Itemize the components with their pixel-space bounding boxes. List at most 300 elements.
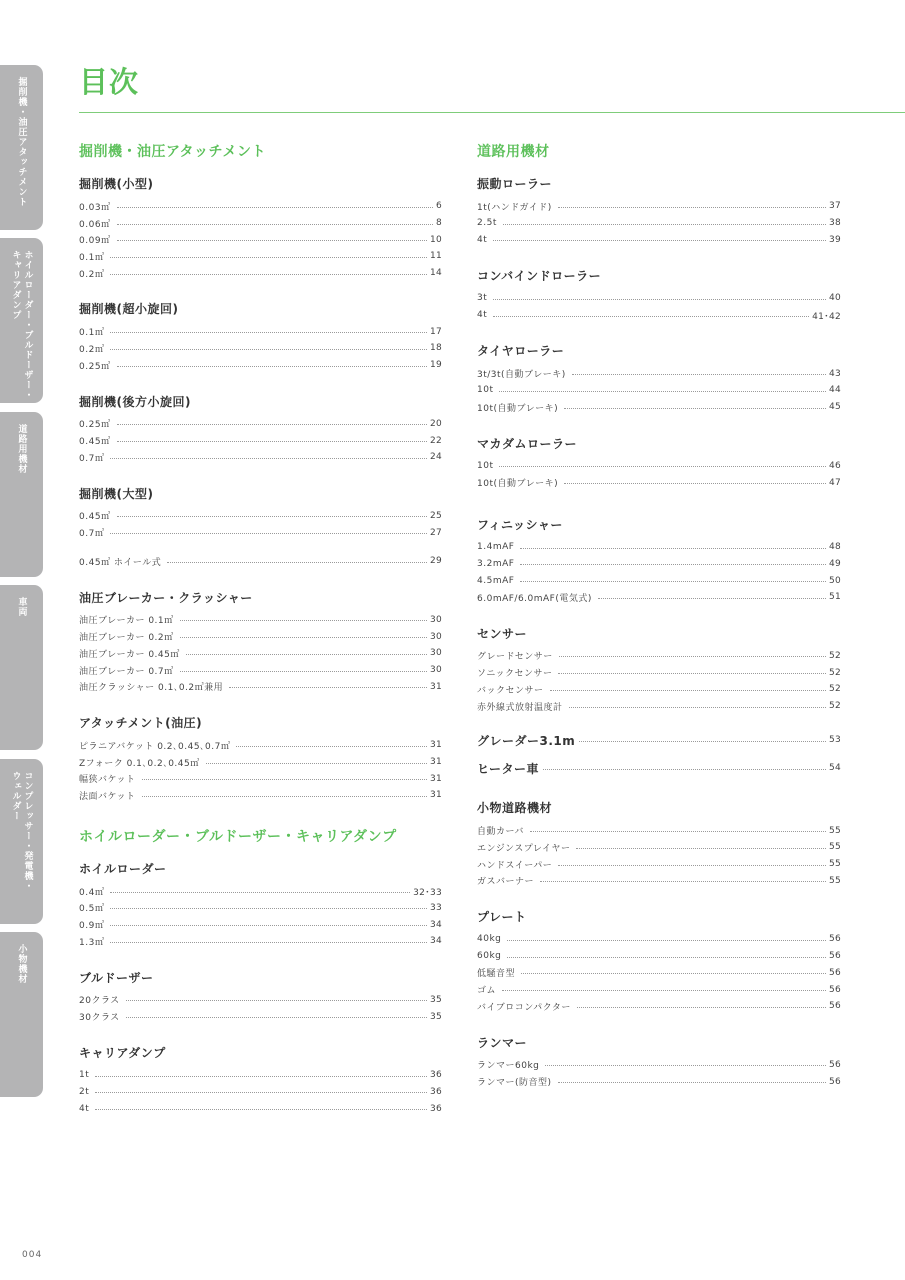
toc-entry[interactable] [477,998,841,1015]
leader-dots [558,865,826,866]
tab-excavator-attachment[interactable] [0,65,43,230]
toc-entry[interactable] [477,215,841,232]
entry-page: 35 [429,1011,442,1022]
group-heading: タイヤローラー [477,344,565,359]
toc-group [477,626,841,715]
leader-dots [569,707,826,708]
toc-group [477,268,841,323]
leader-dots [110,533,427,534]
toc-entry[interactable] [477,231,841,248]
entry-page: 30 [429,614,442,625]
entry-page: 46 [828,460,841,471]
leader-dots [117,441,427,442]
entry-page: 31 [429,681,442,692]
toc-entry[interactable] [477,1073,841,1090]
leader-dots [186,654,427,655]
entry-label: 10t(自動ブレーキ) [477,479,559,490]
toc-entry[interactable] [477,198,841,215]
entry-page: 18 [429,343,442,354]
entry-label: 油圧ブレーカー 0.45㎥ [79,649,180,660]
toc-entry[interactable] [79,992,442,1009]
leader-dots [180,637,427,638]
entry-label: ガスバーナー [477,877,535,888]
toc-entry[interactable] [477,1057,841,1074]
leader-dots [167,562,427,563]
toc-entry[interactable] [477,399,841,416]
leader-dots [236,746,427,747]
group-heading: センサー [477,626,528,641]
toc-group [79,1045,442,1117]
side-index-tabs [0,0,44,1280]
toc-entry[interactable] [477,556,841,573]
leader-dots [110,274,427,275]
entry-page: 33 [429,902,442,913]
toc-entry[interactable] [79,340,442,357]
entry-label: 10t [477,385,494,396]
toc-entry[interactable] [79,553,442,570]
group-heading: 油圧ブレーカー・クラッシャー [79,590,253,605]
leader-dots [117,207,433,208]
toc-entry[interactable] [79,215,442,232]
entry-page: 56 [828,951,841,962]
toc-entry[interactable] [79,1100,442,1117]
entry-page: 56 [828,1059,841,1070]
tab-compressor-generator-welder[interactable] [0,759,43,924]
leader-dots [206,763,427,764]
entry-label: 2t [79,1086,90,1097]
entry-page: 52 [828,684,841,695]
toc-entry[interactable] [79,1067,442,1084]
toc-group [79,715,442,804]
entry-page: 20 [429,418,442,429]
toc-entry[interactable] [79,508,442,525]
toc-entry[interactable] [79,916,442,933]
leader-dots [564,408,826,409]
toc-entry[interactable] [477,698,841,715]
entry-page: 30 [429,665,442,676]
entry-label: 低騒音型 [477,969,516,980]
entry-label: ピラニアバケット 0.2､0.45､0.7㎥ [79,741,231,752]
toc-group [79,394,442,466]
entry-page: 10 [429,234,442,245]
toc-entry[interactable] [79,432,442,449]
leader-dots [180,671,427,672]
entry-label: 0.45㎥ [79,512,111,523]
entry-page: 56 [828,967,841,978]
entry-page: 37 [828,201,841,212]
entry-page: 52 [828,667,841,678]
leader-dots [110,257,427,258]
toc-entry[interactable] [79,645,442,662]
leader-dots [499,466,825,467]
entry-page: 50 [828,575,841,586]
entry-label: 法面バケット [79,791,136,802]
entry-label: 1t(ハンドガイド) [477,202,552,213]
leader-dots [579,741,826,742]
entry-label: グレードセンサー [477,652,553,663]
toc-entry[interactable] [79,628,442,645]
group-heading: プレート [477,910,527,925]
entry-label: 1.3㎥ [79,937,105,948]
leader-dots [558,1082,826,1083]
entry-label: 0.45㎥ [79,437,111,448]
toc-group [477,343,841,415]
toc-entry[interactable] [477,572,841,589]
group-heading: ホイルローダー [79,861,167,876]
entry-label: 3t/3t(自動ブレーキ) [477,370,566,381]
leader-dots [110,892,410,893]
toc-entry[interactable] [79,612,442,629]
leader-dots [558,207,826,208]
toc-left-column [79,143,442,1137]
leader-dots [545,1065,826,1066]
entry-page: 53 [828,735,841,746]
leader-dots [577,1007,826,1008]
entry-page: 34 [429,936,442,947]
tab-road-equipment[interactable] [0,412,43,577]
entry-label: 40kg [477,934,502,945]
entry-page: 29 [429,556,442,567]
entry-label: 3.2mAF [477,558,515,569]
page-title: 目次 [79,65,140,99]
leader-dots [117,224,433,225]
entry-label: ゴム [477,986,497,997]
entry-page: 47 [828,477,841,488]
entry-page: 22 [429,435,442,446]
entry-page: 32･33 [413,887,442,898]
category-title: 掘削機・油圧アタッチメント [79,144,266,160]
entry-label: 0.4㎥ [79,887,105,898]
toc-entry[interactable] [79,787,442,804]
leader-dots [543,769,826,770]
leader-dots [95,1092,427,1093]
toc-group [79,486,442,570]
toc-entry[interactable] [477,539,841,556]
toc-entry[interactable] [79,737,442,754]
toc-entry[interactable] [477,648,841,665]
toc-entry[interactable] [477,382,841,399]
leader-dots [493,316,809,317]
entry-label: 赤外線式放射温度計 [477,702,563,713]
toc-entry-heater-truck[interactable] [477,756,841,780]
entry-label: 0.2㎥ [79,344,105,355]
page-number: 004 [22,1250,43,1260]
toc-group [79,970,442,1025]
category-title: ホイルローダー・ブルドーザー・キャリアダンプ [79,828,397,845]
entry-page: 55 [828,842,841,853]
toc-entry[interactable] [477,307,841,324]
entry-page: 38 [828,218,841,229]
entry-page: 39 [828,234,841,245]
entry-label: エンジンスプレイヤー [477,843,571,854]
leader-dots [110,942,427,943]
leader-dots [550,690,826,691]
entry-page: 31 [429,740,442,751]
toc-group [79,176,442,281]
entry-page: 31 [429,773,442,784]
entry-page: 31 [429,757,442,768]
toc-entry[interactable] [79,1084,442,1101]
leader-dots [502,990,826,991]
leader-dots [95,1076,427,1077]
leader-dots [520,564,826,565]
entry-label: 0.06㎥ [79,219,111,230]
toc-group [79,301,442,373]
group-heading: ランマー [477,1035,528,1050]
entry-label: ソニックセンサー [477,669,553,680]
entry-page: 8 [435,218,442,229]
entry-page: 25 [429,510,442,521]
entry-label: バイブロコンパクター [477,1002,571,1013]
entry-label: 0.7㎥ [79,453,105,464]
leader-dots [229,687,427,688]
toc-entry[interactable] [79,265,442,282]
entry-page: 36 [429,1103,442,1114]
entry-label: 0.25㎥ [79,420,111,431]
toc-group [477,1035,841,1090]
entry-label: 1.4mAF [477,542,515,553]
entry-page: 30 [429,648,442,659]
entry-label: 0.9㎥ [79,921,105,932]
tab-label: 車両 [16,597,27,617]
toc-entry[interactable] [79,900,442,917]
entry-label: 6.0mAF/6.0mAF(電気式) [477,593,592,604]
entry-label: 幅狭バケット [79,775,136,786]
leader-dots [503,224,826,225]
group-heading: 掘削機(超小旋回) [79,302,179,317]
entry-page: 45 [828,402,841,413]
entry-page: 17 [429,326,442,337]
toc-entry[interactable] [79,754,442,771]
toc-entry[interactable] [477,458,841,475]
tab-label: 道路用機材 [16,424,27,474]
entry-label: 油圧クラッシャー 0.1､0.2㎥兼用 [79,683,224,694]
entry-label: 0.1㎥ [79,252,105,263]
leader-dots [110,332,427,333]
leader-dots [117,240,427,241]
toc-entry[interactable] [477,856,841,873]
tab-label: 小物機材 [16,944,27,984]
entry-label: 4t [79,1103,90,1114]
leader-dots [180,620,427,621]
leader-dots [520,548,826,549]
entry-label: 油圧ブレーカー 0.2㎥ [79,633,174,644]
title-divider [79,112,905,113]
toc-entry[interactable] [477,981,841,998]
toc-entry[interactable] [477,965,841,982]
entry-label: 1t [79,1070,90,1081]
entry-page: 27 [429,527,442,538]
toc-group [477,800,841,889]
entry-label: 自動カーバ [477,827,525,838]
toc-entry[interactable] [477,664,841,681]
toc-entry[interactable] [79,1008,442,1025]
entry-label: ランマー60kg [477,1061,540,1072]
toc-entry[interactable] [477,474,841,491]
entry-label: ヒーター車 [477,761,540,776]
entry-page: 49 [828,558,841,569]
leader-dots [520,581,826,582]
group-heading: 小物道路機材 [477,801,553,816]
tab-label: ホイルローダー・ブルドーザー・ キャリアダンプ [10,250,33,400]
leader-dots [142,779,427,780]
toc-entry[interactable] [79,198,442,215]
leader-dots [110,925,427,926]
leader-dots [142,796,427,797]
leader-dots [126,1000,427,1001]
leader-dots [110,458,427,459]
entry-label: グレーダー3.1m [477,733,576,748]
entry-page: 31 [429,790,442,801]
entry-page: 56 [828,1001,841,1012]
group-heading: フィニッシャー [477,517,563,532]
entry-label: 0.09㎥ [79,236,111,247]
entry-label: 3t [477,293,488,304]
toc-entry[interactable] [79,248,442,265]
entry-page: 35 [429,994,442,1005]
entry-label: バックセンサー [477,685,544,696]
leader-dots [95,1109,427,1110]
entry-label: Zフォーク 0.1､0.2､0.45㎥ [79,758,200,769]
leader-dots [507,940,826,941]
entry-label: 30クラス [79,1013,120,1024]
toc-entry[interactable] [477,365,841,382]
entry-page: 51 [828,592,841,603]
leader-dots [540,881,826,882]
group-heading: 掘削機(大型) [79,486,154,501]
toc-entry[interactable] [477,872,841,889]
toc-group [79,590,442,695]
leader-dots [507,957,826,958]
entry-page: 11 [429,251,442,262]
leader-dots [564,483,826,484]
entry-label: 10t(自動ブレーキ) [477,403,559,414]
group-heading: コンバインドローラー [477,269,602,284]
toc-entry[interactable] [79,662,442,679]
toc-entry-grader[interactable] [477,728,841,752]
entry-label: 60kg [477,951,502,962]
toc-entry[interactable] [79,449,442,466]
toc-group [477,176,841,248]
leader-dots [493,299,826,300]
toc-entry[interactable] [477,839,841,856]
entry-page: 55 [828,875,841,886]
entry-label: 0.5㎥ [79,904,105,915]
leader-dots [110,349,427,350]
group-heading: 掘削機(小型) [79,177,154,191]
toc-entry[interactable] [477,290,841,307]
toc-entry[interactable] [79,323,442,340]
toc-group [477,517,841,606]
entry-page: 56 [828,934,841,945]
entry-label: 0.45㎥ ホイール式 [79,557,162,568]
toc-entry[interactable] [79,416,442,433]
toc-entry[interactable] [477,822,841,839]
leader-dots [117,424,427,425]
entry-label: 2.5t [477,218,497,229]
entry-page: 56 [828,984,841,995]
group-heading: ブルドーザー [79,970,154,985]
toc-entry[interactable] [477,948,841,965]
toc-right-column [477,143,841,1110]
toc-group [79,861,442,950]
leader-dots [558,673,825,674]
group-heading: 振動ローラー [477,177,553,191]
entry-page: 24 [429,452,442,463]
group-heading: キャリアダンプ [79,1045,166,1060]
entry-page: 34 [429,919,442,930]
toc-entry[interactable] [79,770,442,787]
entry-page: 54 [828,763,841,774]
entry-label: 4t [477,234,488,245]
entry-label: 0.03㎥ [79,202,111,213]
entry-label: 油圧ブレーカー 0.7㎥ [79,666,174,677]
tab-small-equipment[interactable] [0,932,43,1097]
tab-label: 掘削機・油圧アタッチメント [16,77,27,207]
tab-vehicles[interactable] [0,585,43,750]
leader-dots [530,831,826,832]
entry-page: 55 [828,859,841,870]
toc-entry[interactable] [477,681,841,698]
leader-dots [576,848,825,849]
group-heading: アタッチメント(油圧) [79,716,203,731]
entry-page: 43 [828,368,841,379]
leader-dots [110,908,427,909]
leader-dots [493,240,826,241]
entry-label: 油圧ブレーカー 0.1㎥ [79,616,174,627]
leader-dots [559,656,826,657]
entry-label: 0.2㎥ [79,269,105,280]
tab-wheel-loader-bulldozer-dump[interactable] [0,238,43,403]
entry-label: ランマー(防音型) [477,1078,552,1089]
spacer [79,541,442,553]
entry-label: ハンドスイーパー [477,860,553,871]
group-heading: 掘削機(後方小旋回) [79,394,191,409]
leader-dots [117,366,427,367]
entry-page: 19 [429,360,442,371]
entry-page: 30 [429,631,442,642]
toc-entry[interactable] [79,883,442,900]
toc-group [477,909,841,1014]
entry-page: 14 [429,268,442,279]
category-title: 道路用機材 [477,144,550,160]
group-heading: マカダムローラー [477,436,578,451]
tab-label: コンプレッサー・発電機・ ウェルダー [10,771,33,891]
entry-label: 0.1㎥ [79,328,105,339]
leader-dots [572,374,826,375]
toc-group [477,436,841,491]
leader-dots [499,391,825,392]
entry-label: 20クラス [79,996,120,1007]
toc-entry[interactable] [79,678,442,695]
toc-entry[interactable] [477,931,841,948]
entry-page: 48 [828,542,841,553]
entry-page: 44 [828,385,841,396]
toc-entry[interactable] [477,589,841,606]
entry-page: 40 [828,293,841,304]
entry-page: 41･42 [812,311,841,322]
toc-entry[interactable] [79,524,442,541]
toc-entry[interactable] [79,357,442,374]
entry-label: 0.25㎥ [79,361,111,372]
entry-page: 36 [429,1086,442,1097]
toc-entry[interactable] [79,933,442,950]
entry-label: 4t [477,310,488,321]
toc-entry[interactable] [79,231,442,248]
entry-label: 0.7㎥ [79,529,105,540]
entry-page: 6 [435,201,442,212]
leader-dots [117,516,427,517]
